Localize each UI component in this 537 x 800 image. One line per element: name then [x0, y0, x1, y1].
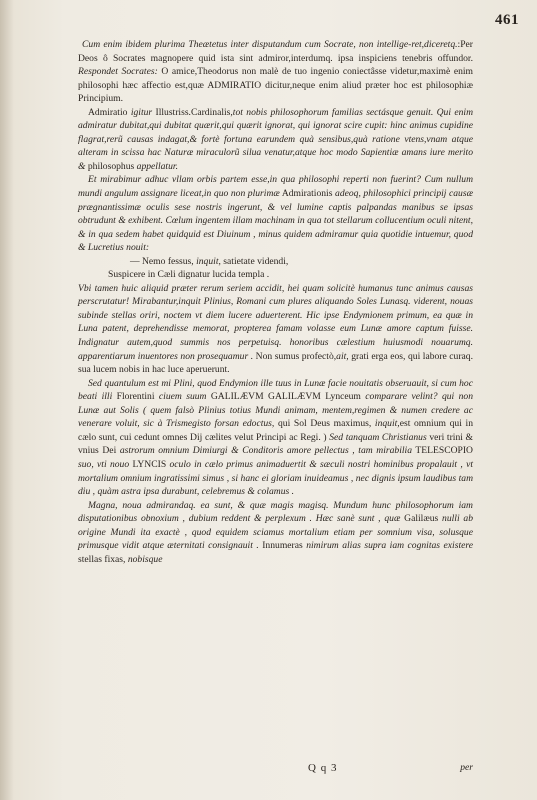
roman-run: grati erga eos, qui labore curaq. sua lucem nobis in hac luce aperuerunt.	[78, 350, 473, 376]
paragraph	[78, 106, 473, 174]
body-text	[78, 38, 473, 566]
roman-run: :Per Deos ô Socrates magnopere quid ista sint admiror,interdumq. ipsa inspiciens tenebris offundor.	[78, 39, 473, 64]
roman-run: Innumeras	[258, 540, 307, 552]
italic-run: Respondet Socrates:	[78, 66, 158, 78]
roman-run: qui Sol Deus maximus,	[274, 418, 375, 430]
gutter-shadow	[0, 0, 14, 800]
paragraph	[78, 173, 473, 254]
italic-run: ait,	[336, 350, 349, 362]
paragraph	[78, 499, 473, 567]
italic-run: Vbi tamen huic aliquid præter rerum seriem accidit, hei quam solicitè humanus tunc animus causas perscrutatur! Mirabantur,inquit Plinius, Romani cum plures aliquando Soles Lunasq. viderent, nouas subinde stellas oriri, noctem vt diem lucere aduerterent. Hic ipse Endymionem primum, ea quæ in Luna patent, deprehendisse memorat, propterea famam volasse eum Lunæ amore captum fuisse. Indignatur autem,quod summis nos perpetuisq. honoribus cælestium huiusmodi nouarumq. apparentiarum inuentores non prosequamur .	[78, 282, 473, 362]
roman-run: philosophus	[85, 160, 137, 172]
italic-run: igitur	[130, 106, 153, 118]
italic-run: oculo in cælo primus animaduertit & sæculi nostri hominibus propalauit , vt mortalium omnium ingratissimi simus , si hanc ei gloriam inuideamus , nec dignis ipsum laudibus tam diu , quàm astra ipsa durabunt, celebremus & colamus .	[78, 458, 474, 498]
italic-run: astrorum omnium Dimiurgi & Conditoris amore pellectus , tam mirabilia	[119, 445, 412, 457]
verse-line	[78, 268, 473, 282]
italic-run: nimirum alias supra iam cognitas existere	[306, 540, 473, 552]
roman-run: O amice,Theodorus non malè de tuo ingenio coniectâsse videtur,maximè enim philosophi hæc affectio est,quæ ADMIRATIO dicitur,neque enim aliud præter hoc est philosophiæ Principium.	[78, 66, 473, 105]
italic-run: appellatur.	[136, 160, 178, 172]
italic-run: inquit,	[374, 418, 400, 430]
roman-run: Non sumus profectò,	[253, 350, 337, 362]
italic-run: nobisque	[127, 553, 163, 565]
italic-run: adeoq, philosophici principij causæ prægnantissimæ oculis sese nostris ingerunt, & vel lumine captis palpandas manibus se ipsas obtrudunt & exhibent. Cœlum ingentem illam machinam in qua tot stellarum collucentium oculi nitent, & in qua sedem habet quidquid est Diuinum , minus quidem admiramur quia quotidie intuemur, quod & Lucretius nouit:	[78, 188, 473, 254]
italic-run: comparare velint? qui non Lunæ aut Solis ( quem falsò Plinius totius Mundi animam, mentem,regimen & numen credere ac venerare voluit, sic à Trismegisto forsan edoctus,	[78, 391, 473, 430]
italic-run: suo, vti nouo	[78, 458, 130, 470]
paragraph	[78, 377, 473, 499]
signature-mark: Q q 3	[308, 762, 338, 774]
roman-run: Suspicere in Cæli dignatur lucida templa .	[108, 269, 270, 281]
italic-run: tot nobis philosophorum familias sectásque genuit. Qui enim admiratur dubitat,qui dubitat quærit,qui quærit ignorat, qui ignorat scire cupit: hinc animus cupidine flagrat,rerũ causas indagat,& fortè fortuna earundem quà sensibus,quà ratione vtens,vnam atque alteram in scissa hac Naturæ miraculorũ silua venatur,atque hoc modo Sapientiæ amans iure merito &	[78, 106, 473, 172]
roman-run: Illustriss.Cardinalis,	[152, 106, 233, 118]
roman-run: GALILÆVM GALILÆVM Lynceum	[206, 391, 366, 403]
italic-run: nulli ab origine Mundi ita exactè , quod equidem sciamus mortalium etiam per somnium visa, solusque primusque vidit atque æternitati consignauit .	[78, 513, 473, 552]
italic-run: Sed tanquam Christianus	[329, 431, 427, 443]
italic-run: ciuem suum	[158, 391, 207, 403]
page-number: 461	[495, 12, 519, 28]
roman-run: TELESCOPIO	[412, 445, 473, 457]
italic-run: Et mirabimur adhuc vllam orbis partem esse,in qua philosophi reperti non fuerint? Cum nullum mundi angulum assignare liceat,in quo non plurimæ	[78, 174, 473, 200]
paragraph	[78, 282, 473, 377]
verse-line	[78, 255, 473, 269]
catchword: per	[460, 762, 473, 773]
italic-run: inquit,	[196, 255, 221, 267]
italic-run: Sed quantulum est mi Plini, quod Endymion ille tuus in Lunæ facie nouitatis obseruauit, si cum hoc beati illi	[78, 377, 473, 403]
roman-run: — Nemo fessus,	[130, 255, 197, 267]
roman-run: Florentini	[112, 391, 159, 403]
roman-run: Galilæus	[400, 513, 443, 525]
paragraph	[78, 38, 473, 106]
roman-run: stellas fixas,	[78, 553, 128, 565]
italic-run: Magna, noua admirandaq. ea sunt, & quæ magis magisq. Mundum hunc philosophorum iam disputationibus obnoxium , dubium reddent & perplexum . Hæc sanè sunt , quæ	[78, 499, 473, 525]
roman-run: veri trini & vnius Dei	[78, 431, 474, 457]
roman-run: LYNCIS	[129, 458, 170, 470]
roman-run: est omnium qui in cælo sunt, cui cedunt omnes Dij cælites velut Principi ac Regi. )	[78, 418, 473, 443]
roman-run: Admirationis	[279, 188, 336, 200]
roman-run: Admiratio	[88, 106, 131, 118]
roman-run: satietate videndi,	[220, 255, 289, 267]
italic-run: Cum enim ibidem plurima Theætetus inter disputandum cum Socrate, non intellige-ret,diceretq.	[82, 39, 458, 50]
